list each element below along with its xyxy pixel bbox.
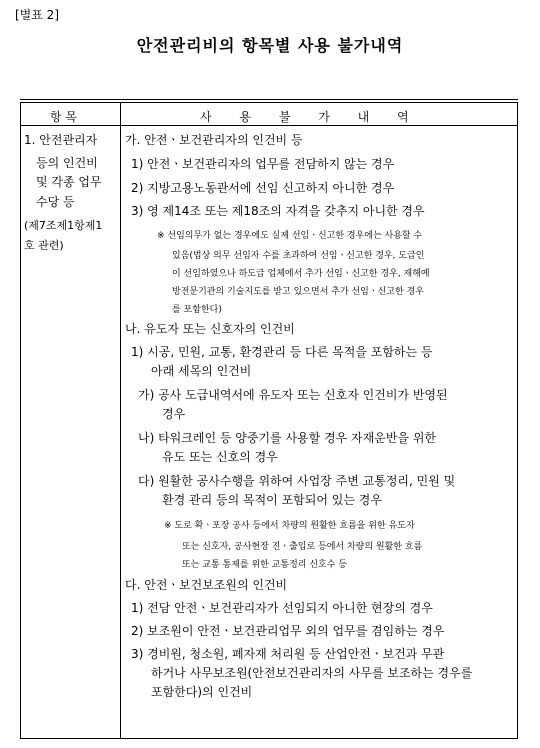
note-line: 방전문기관의 기술지도를 받고 있으면서 추가 선임ㆍ신고한 경우	[172, 287, 424, 297]
list-item: 1) 안전ㆍ보건관리자의 업무를 전담하지 않는 경우	[131, 157, 395, 171]
item-line: 수당 등	[36, 195, 75, 209]
note-line: 있음(법상 의무 선임자 수를 초과하여 선임ㆍ신고한 경우, 도급인	[172, 251, 425, 261]
sub-item: 나) 타워크레인 등 양중기를 사용할 경우 자재운반을 위한	[138, 431, 437, 445]
table-header-rule	[20, 125, 518, 126]
note-line: ※ 도로 확ㆍ포장 공사 등에서 차량의 원활한 흐름을 위한 유도자	[164, 521, 415, 531]
list-item: 2) 보조원이 안전ㆍ보건관리업무 외의 업무를 겸임하는 경우	[131, 624, 445, 638]
item-line: 1. 안전관리자	[24, 133, 98, 147]
note-line: 또는 신호자, 공사현장 진ㆍ출입로 등에서 차량의 원활한 흐름	[182, 542, 423, 552]
table-frame	[20, 102, 518, 739]
sub-item: 가) 공사 도급내역서에 유도자 또는 신호자 인건비가 반영된	[138, 388, 448, 402]
section-heading: 다. 안전ㆍ보건보조원의 인건비	[125, 578, 288, 592]
item-line: 등의 인건비	[36, 156, 98, 170]
sub-item: 다) 원활한 공사수행을 위하여 사업장 주변 교통정리, 민원 및	[138, 474, 456, 488]
list-item: 1) 전담 안전ㆍ보건관리자가 선임되지 아니한 현장의 경우	[131, 601, 433, 615]
section-heading: 가. 안전ㆍ보건관리자의 인건비 등	[125, 133, 303, 147]
note-line: 이 선임하였으나 하도급 업체에서 추가 선임ㆍ신고한 경우, 재해예	[172, 269, 430, 279]
list-item-cont: 하거나 사무보조원(안전보건관리자의 사무를 보조하는 경우를	[151, 666, 473, 680]
sub-item-cont: 유도 또는 신호의 경우	[162, 450, 278, 464]
note-line: ※ 선임의무가 없는 경우에도 실제 선임ㆍ신고한 경우에는 사용할 수	[157, 231, 423, 241]
column-header-item: 항 목	[50, 110, 77, 124]
note-line: 또는 교통 통제를 위한 교통정리 신호수 등	[182, 560, 347, 570]
list-item: 2) 지방고용노동관서에 선임 신고하지 아니한 경우	[131, 181, 395, 195]
section-heading: 나. 유도자 또는 신호자의 인건비	[125, 322, 295, 336]
sub-item-cont: 환경 관리 등의 목적이 포함되어 있는 경우	[162, 493, 382, 507]
sub-item-cont: 경우	[162, 407, 186, 421]
note-line: 를 포함한다)	[172, 305, 222, 315]
column-header-detail: 사 용 불 가 내 역	[200, 110, 409, 124]
list-item: 1) 시공, 민원, 교통, 환경관리 등 다른 목적을 포함하는 등	[131, 345, 433, 359]
document-title: 안전관리비의 항목별 사용 불가내역	[136, 36, 404, 55]
item-reference: (제7조제1항제1	[24, 219, 103, 232]
item-reference: 호 관련)	[24, 239, 64, 252]
item-line: 및 각종 업무	[36, 175, 102, 189]
table-top-rule	[20, 99, 518, 100]
table-column-rule	[120, 102, 121, 739]
list-item: 3) 경비원, 청소원, 폐자재 처리원 등 산업안전ㆍ보건과 무관	[131, 647, 445, 661]
list-item-cont: 아래 세목의 인건비	[151, 364, 252, 378]
list-item-cont: 포함한다)의 인건비	[151, 685, 253, 699]
list-item: 3) 영 제14조 또는 제18조의 자격을 갖추지 아니한 경우	[131, 204, 425, 218]
appendix-label: [별표 2]	[15, 8, 59, 22]
